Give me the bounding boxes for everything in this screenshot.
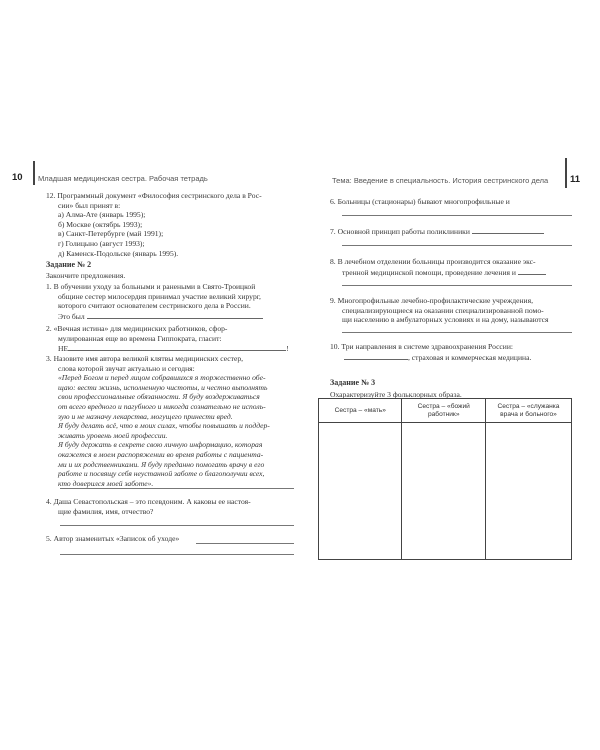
q4-number: 4. — [46, 497, 52, 506]
left-header-bar — [33, 161, 35, 185]
q10-answer-blank[interactable] — [344, 352, 408, 360]
q1-line3: которого считают основателем сестринского дела в России. — [58, 301, 251, 311]
question-7 — [330, 226, 575, 237]
oath-line: кто доверился моей заботе». — [58, 478, 154, 488]
oath-line: щаю: вести жизнь, исполненную чистоты, и честно выполнять — [58, 382, 268, 392]
q9-line1: Многопрофильные лечебно-профилактические учреждения, — [337, 296, 534, 305]
q8-line2: тренной медицинской помощи, проведение лечения и — [342, 267, 516, 277]
table-cell-servant[interactable] — [485, 423, 571, 560]
task-2-question-1 — [46, 282, 296, 321]
q2-line1: «Вечная истина» для медицинских работников, сфор- — [53, 324, 228, 333]
right-header-bar — [565, 158, 567, 188]
oath-line: Я буду делать всё, что в моих силах, чтобы повышать и поддер- — [58, 421, 270, 431]
q8-answer-line[interactable] — [342, 285, 572, 286]
q9-line3: щи населению в амбулаторных условиях и на дому, называются — [342, 315, 549, 325]
q7-text: Основной принцип работы поликлиники — [337, 227, 470, 236]
task-3-instruction: Охарактеризуйте 3 фольклорных образа. — [330, 390, 462, 399]
question-12 — [46, 191, 296, 258]
oath-line: зую и не назначу лекарства, могущего принести вред. — [58, 411, 233, 421]
q10-line1: Три направления в системе здравоохранения России: — [341, 342, 514, 351]
q5-line1: Автор знаменитых «Записок об уходе» — [53, 534, 180, 543]
question-12-text-line1: Программный документ «Философия сестринского дела в Рос- — [57, 191, 262, 200]
oath-line: живать уровень моей профессии. — [58, 430, 168, 440]
question-12-number: 12. — [46, 191, 56, 200]
left-page-number: 10 — [12, 172, 23, 183]
q6-text: Больницы (стационары) бывают многопрофильные и — [337, 197, 510, 206]
task-2-question-4 — [46, 497, 296, 516]
table-cell-mother[interactable] — [319, 423, 402, 560]
q6-answer-line[interactable] — [342, 215, 572, 216]
question-12-option-a: а) Алма-Ате (январь 1995); — [58, 210, 146, 220]
q9-number: 9. — [330, 296, 336, 305]
q3-line2: слова которой звучат актуально и сегодня: — [58, 363, 195, 373]
left-running-title: Младшая медицинская сестра. Рабочая тетрадь — [38, 174, 208, 183]
q4-answer-line-1[interactable] — [60, 525, 294, 526]
question-12-option-d: г) Голицыно (август 1993); — [58, 238, 145, 248]
table-header-mother: Сестра – «мать» — [319, 399, 402, 423]
question-9 — [330, 296, 575, 325]
q10-line2: , страховая и коммерческая медицина. — [408, 352, 532, 362]
question-12-text-line2: сии» был принят в: — [58, 200, 121, 210]
right-page-number: 11 — [570, 174, 581, 185]
oath-line: работе и посвящу себя неустанной заботе о благополучии всех, — [58, 469, 265, 479]
q2-line3: НЕ — [58, 344, 69, 354]
q1-line1: В обучении уходу за больными и ранеными в Свято-Троицкой — [53, 282, 256, 291]
q2-line2: мулированная еще во времена Гиппократа, гласит: — [58, 333, 222, 343]
right-running-title: Тема: Введение в специальность. История сестринского дела — [332, 176, 549, 185]
q5-answer-line-2[interactable] — [60, 554, 294, 555]
q3-answer-line[interactable] — [60, 488, 294, 489]
table-cell-gods-worker[interactable] — [402, 423, 485, 560]
oath-line: от всего вредного и пагубного и никогда сознательно не исполь- — [58, 401, 266, 411]
q1-line4: Это был — [58, 311, 85, 321]
q4-line1: Даша Севастопольская – это псевдоним. А каковы ее настоя- — [53, 497, 251, 506]
oath-line: Я буду держать в секрете свою личную информацию, которая — [58, 440, 263, 450]
q8-number: 8. — [330, 257, 336, 266]
q2-answer-blank[interactable] — [68, 343, 286, 351]
q5-answer-line-1[interactable] — [196, 543, 294, 544]
q7-answer-line[interactable] — [342, 245, 572, 246]
question-10 — [330, 342, 575, 362]
q9-answer-line[interactable] — [342, 332, 572, 333]
question-12-option-b: б) Москве (октябрь 1993); — [58, 219, 143, 229]
oath-line: свои профессиональные обязанности. Я буду воздерживаться — [58, 392, 260, 402]
question-6 — [330, 197, 575, 207]
question-8 — [330, 257, 575, 277]
q8-answer-blank[interactable] — [518, 267, 546, 275]
q1-number: 1. — [46, 282, 52, 291]
q10-number: 10. — [330, 342, 340, 351]
oath-line: окажется в моем распоряжении во время работы с пациента- — [58, 449, 264, 459]
table-header-servant: Сестра – «служанка врача и больного» — [485, 399, 571, 423]
task-3-title: Задание № 3 — [330, 378, 376, 387]
q7-answer-blank[interactable] — [472, 226, 544, 234]
q4-line2: щие фамилия, имя, отчество? — [58, 506, 154, 516]
question-12-option-c: в) Санкт-Петербурге (май 1991); — [58, 229, 164, 239]
table-header-gods-worker: Сестра – «божий работник» — [402, 399, 485, 423]
folklore-images-table — [318, 398, 572, 560]
task-2-instruction: Закончите предложения. — [46, 271, 126, 280]
q2-end: ! — [286, 344, 289, 354]
task-2-title: Задание № 2 — [46, 260, 92, 269]
q9-line2: специализирующиеся на оказании специализированной помо- — [342, 305, 544, 315]
q2-number: 2. — [46, 324, 52, 333]
q5-number: 5. — [46, 534, 52, 543]
oath-line: ми и их родственниками. Я буду преданно помогать врачу в его — [58, 459, 265, 469]
q8-line1: В лечебном отделении больницы производится оказание экс- — [337, 257, 536, 266]
task-2-question-2 — [46, 324, 296, 354]
q1-line2: общине сестер милосердия принимал участие великий хирург, — [58, 291, 261, 301]
q7-number: 7. — [330, 227, 336, 236]
q1-answer-blank[interactable] — [87, 311, 263, 319]
task-2-question-3 — [46, 354, 296, 488]
oath-line: «Перед Богом и перед лицом собравшихся я торжественно обе- — [58, 373, 266, 383]
q3-line1: Назовите имя автора великой клятвы медицинских сестер, — [53, 354, 244, 363]
q3-number: 3. — [46, 354, 52, 363]
q6-number: 6. — [330, 197, 336, 206]
question-12-option-e: д) Каменск-Подольске (январь 1995). — [58, 248, 179, 258]
